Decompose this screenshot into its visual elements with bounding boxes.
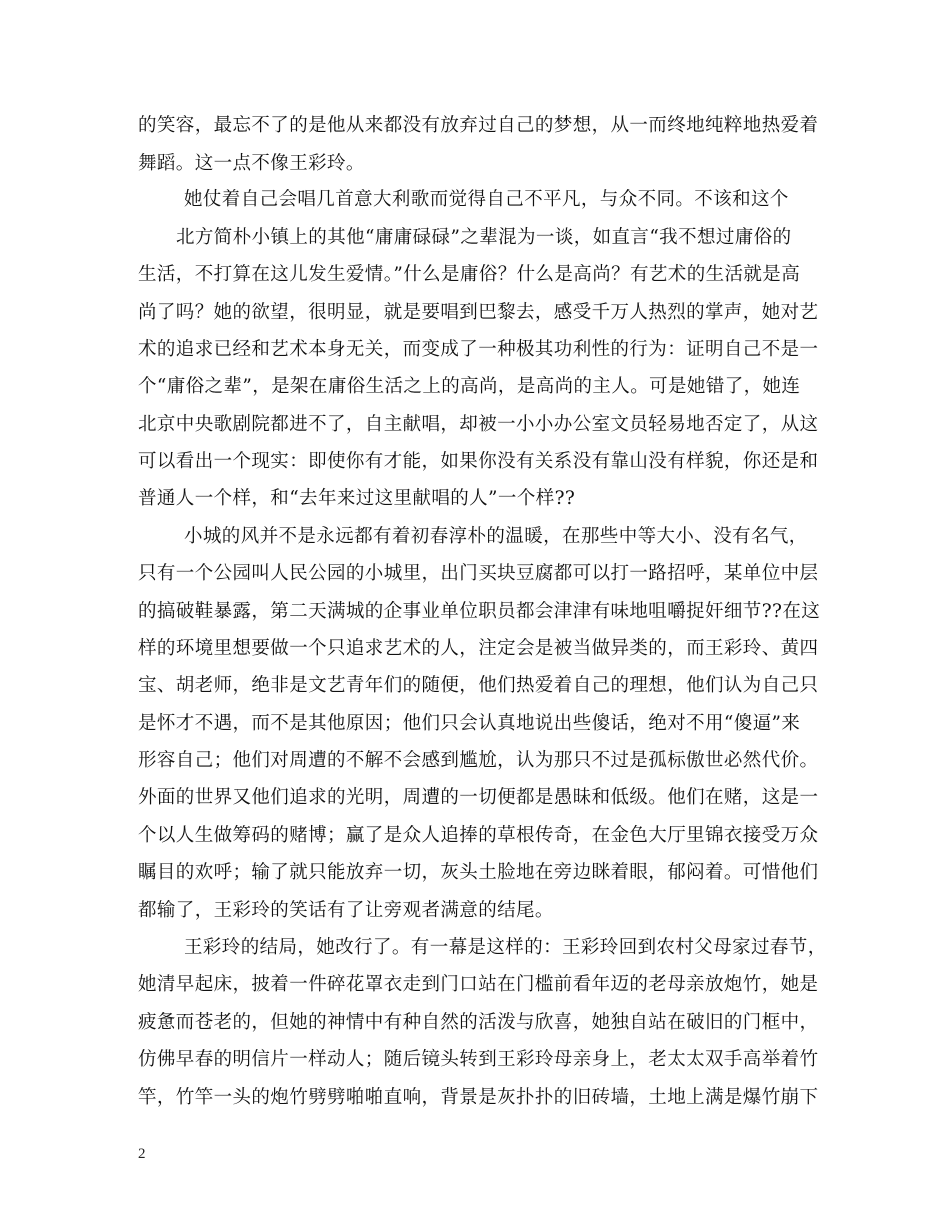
paragraph-start-line: 小城的风并不是永远都有着初春淳朴的温暖，在那些中等大小、没有名气， — [184, 526, 808, 547]
text-line: 尚了吗？她的欲望，很明显，就是要唱到巴黎去，感受千万人热烈的掌声，她对艺 — [138, 302, 819, 323]
text-line: 竿，竹竿一头的炮竹劈劈啪啪直响，背景是灰扑扑的旧砖墙，土地上满是爆竹崩下 — [138, 1087, 819, 1108]
paragraph-start-line: 她仗着自己会唱几首意大利歌而觉得自己不平凡，与众不同。不该和这个 — [184, 189, 789, 210]
text-line: 的笑容，最忘不了的是他从来都没有放弃过自己的梦想，从一而终地纯粹地热爱着 — [138, 115, 819, 136]
text-line: 个“庸俗之辈”，是架在庸俗生活之上的高尚，是高尚的主人。可是她错了，她连 — [138, 376, 801, 397]
text-line: 生活，不打算在这儿发生爱情。”什么是庸俗？什么是高尚？有艺术的生活就是高 — [138, 264, 801, 285]
text-line: 瞩目的欢呼；输了就只能放弃一切，灰头土脸地在旁边眯着眼，郁闷着。可惜他们 — [138, 862, 819, 883]
text-line: 都输了，王彩玲的笑话有了让旁观者满意的结尾。 — [138, 900, 554, 921]
text-line: 北方简朴小镇上的其他“庸庸碌碌”之辈混为一谈，如直言“我不想过庸俗的 — [176, 227, 792, 248]
text-line: 普通人一个样，和“去年来过这里献唱的人”一个样?? — [138, 488, 576, 509]
text-line: 术的追求已经和艺术本身无关，而变成了一种极其功利性的行为：证明自己不是一 — [138, 339, 819, 360]
text-line: 北京中央歌剧院都进不了，自主献唱，却被一小小办公室文员轻易地否定了，从这 — [138, 414, 819, 435]
text-line: 外面的世界又他们追求的光明，周遭的一切便都是愚昧和低级。他们在赌，这是一 — [138, 787, 819, 808]
text-line: 个以人生做筹码的赌博；赢了是众人追捧的草根传奇，在金色大厅里锦衣接受万众 — [138, 825, 819, 846]
text-line: 宝、胡老师，绝非是文艺青年们的随便，他们热爱着自己的理想，他们认为自己只 — [138, 675, 819, 696]
text-line: 样的环境里想要做一个只追求艺术的人，注定会是被当做异类的，而王彩玲、黄四 — [138, 638, 819, 659]
text-line: 可以看出一个现实：即使你有才能，如果你没有关系没有靠山没有样貌，你还是和 — [138, 451, 819, 472]
text-line: 只有一个公园叫人民公园的小城里，出门买块豆腐都可以打一路招呼，某单位中层 — [138, 563, 819, 584]
text-line: 的搞破鞋暴露，第二天满城的企事业单位职员都会津津有味地咀嚼捉奸细节??在这 — [138, 601, 821, 622]
text-line: 形容自己；他们对周遭的不解不会感到尴尬，认为那只不过是孤标傲世必然代价。 — [138, 750, 819, 771]
text-line: 舞蹈。这一点不像王彩玲。 — [138, 153, 365, 174]
text-line: 是怀才不遇，而不是其他原因；他们只会认真地说出些傻话，绝对不用“傻逼”来 — [138, 713, 801, 734]
text-line: 疲惫而苍老的，但她的神情中有种自然的活泼与欣喜，她独自站在破旧的门框中， — [138, 1012, 819, 1033]
paragraph-start-line: 王彩玲的结局，她改行了。有一幕是这样的：王彩玲回到农村父母家过春节， — [184, 937, 827, 958]
page-number: 2 — [138, 1146, 146, 1162]
text-line: 仿佛早春的明信片一样动人；随后镜头转到王彩玲母亲身上，老太太双手高举着竹 — [138, 1049, 819, 1070]
text-line: 她清早起床，披着一件碎花罩衣走到门口站在门槛前看年迈的老母亲放炮竹，她是 — [138, 974, 819, 995]
